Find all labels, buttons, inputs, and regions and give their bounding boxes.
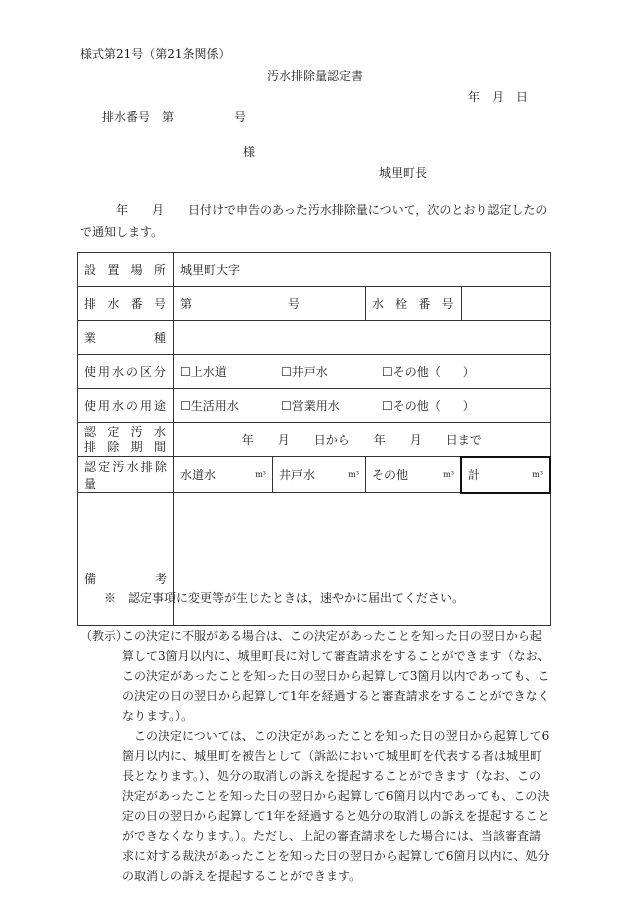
- water-category-options: [174, 355, 551, 389]
- volume-tap-label: 水道水: [180, 468, 217, 482]
- hydrant-label: 水栓番号: [366, 287, 462, 321]
- volume-other-unit: m³: [443, 470, 454, 479]
- water-usage-opt2[interactable]: ☐営業用水: [280, 399, 340, 413]
- period-label-line2: 排除期間: [84, 439, 167, 454]
- teaching-heading: （教示）: [80, 629, 129, 643]
- volume-total[interactable]: [461, 457, 550, 493]
- water-category-opt2[interactable]: ☐井戸水: [280, 365, 328, 379]
- row-business: [78, 321, 551, 355]
- volume-well-label: 井戸水: [279, 468, 316, 482]
- hydrant-value[interactable]: [461, 287, 550, 321]
- volume-tap[interactable]: [174, 457, 273, 493]
- volume-total-unit: m³: [532, 470, 543, 479]
- volume-well[interactable]: [273, 457, 366, 493]
- drain-number-label: 排水番号: [102, 110, 151, 124]
- drain-value[interactable]: [174, 287, 366, 321]
- business-label: 業種: [78, 321, 174, 355]
- location-label: 設置場所: [78, 253, 174, 287]
- row-period: [78, 423, 551, 457]
- teaching-section: [80, 626, 550, 886]
- row-water-category: [78, 355, 551, 389]
- drain-number-suffix: 号: [234, 110, 247, 124]
- water-usage-options: [174, 389, 551, 423]
- volume-other[interactable]: [366, 457, 462, 493]
- teaching-para1: この決定に不服がある場合は、この決定があったことを知った日の翌日から起算して3箇月以内に、城里町長に対して審査請求をすることができます（なお、この決定があったことを知った日の翌日から起算して3箇月以内であっても、この決定の日の翌日から起算して1年を経過すると審査請求をすることができなくなります。）。: [122, 629, 550, 723]
- water-category-opt3[interactable]: ☐その他（: [381, 365, 441, 379]
- volume-tap-unit: m³: [255, 470, 266, 479]
- issuer: 城里町長: [379, 166, 428, 180]
- water-usage-close: ）: [462, 399, 475, 413]
- row-drain-number: [78, 287, 551, 321]
- location-value[interactable]: 城里町大字: [174, 253, 551, 287]
- row-location: [78, 253, 551, 287]
- row-water-usage: [78, 389, 551, 423]
- certification-table: [77, 252, 551, 626]
- water-usage-label: 使用水の用途: [78, 389, 174, 423]
- period-label: [78, 423, 174, 457]
- row-volume: [78, 457, 551, 493]
- water-usage-opt1[interactable]: ☐生活用水: [180, 399, 239, 413]
- water-usage-opt3[interactable]: ☐その他（: [381, 399, 441, 413]
- notice-text: 年 月 日付けで申告のあった汚水排除量について，次のとおり認定したので通知します。: [80, 203, 548, 239]
- footnote: ※ 認定事項に変更等が生じたときは，速やかに届出てください。: [104, 591, 465, 605]
- teaching-para2: この決定については、この決定があったことを知った日の翌日から起算して6箇月以内に、城里町を被告として（訴訟において城里町を代表する者は城里町長となります。）、処分の取消しの訴えを提起することができます（なお、この決定があったことを知った日の翌日から起算して6箇月以内であっても、この決定の日の翌日から起算して1年を経過すると処分の取消しの訴えを提起することができなくなります。）。ただし、上記の審査請求をした場合には、当該審査請求に対する裁決があったことを知った日の翌日から起算して6箇月以内に、処分の取消しの訴えを提起することができます。: [122, 729, 550, 883]
- form-number: 様式第21号（第21条関係）: [80, 47, 231, 61]
- volume-total-label: 計: [468, 468, 481, 482]
- water-category-close: ）: [462, 365, 475, 379]
- water-category-opt1[interactable]: ☐上水道: [180, 365, 227, 379]
- remarks-label-b: 考: [154, 571, 167, 586]
- drain-number-line: [102, 108, 246, 125]
- issue-date: 年 月 日: [468, 90, 529, 104]
- period-value[interactable]: 年 月 日から 年 月 日まで: [174, 423, 551, 457]
- remarks-label-a: 備: [84, 571, 97, 586]
- water-category-label: 使用水の区分: [78, 355, 174, 389]
- addressee-suffix: 様: [243, 145, 256, 159]
- volume-well-unit: m³: [348, 470, 359, 479]
- volume-label: 認定汚水排除量: [78, 457, 174, 493]
- volume-other-label: その他: [372, 468, 409, 482]
- drain-prefix: 第: [180, 297, 193, 311]
- period-label-line1: 認定汚水: [84, 424, 167, 439]
- document-title: 汚水排除量認定書: [266, 69, 363, 83]
- business-value[interactable]: [174, 321, 551, 355]
- drain-number-prefix: 第: [162, 110, 175, 124]
- drain-label: 排水番号: [78, 287, 174, 321]
- drain-suffix: 号: [287, 297, 300, 311]
